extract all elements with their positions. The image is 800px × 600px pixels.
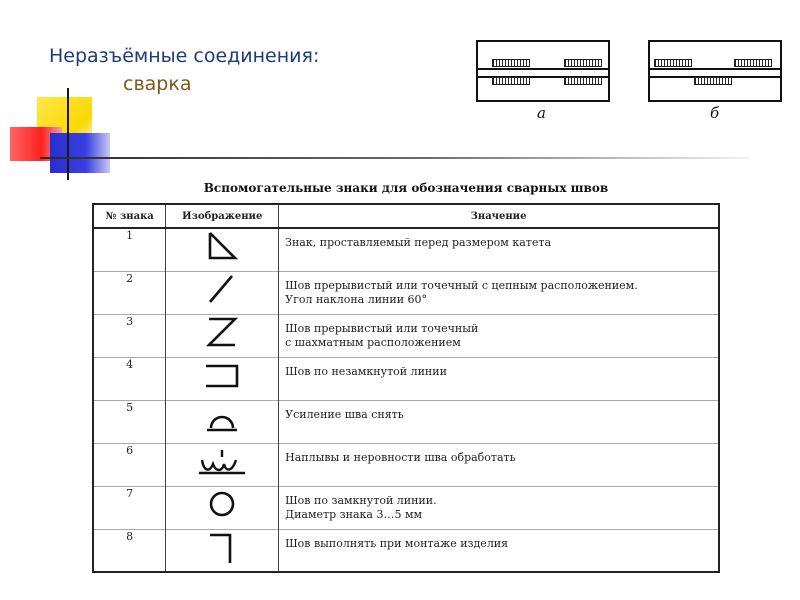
decor-blue-square bbox=[50, 133, 110, 173]
meaning-line: Шов выполнять при монтаже изделия bbox=[285, 536, 509, 550]
corner-icon bbox=[202, 530, 242, 566]
row-meaning bbox=[279, 228, 719, 271]
weld-bead bbox=[492, 59, 530, 67]
row-number: 6 bbox=[93, 443, 166, 486]
table-row bbox=[93, 228, 719, 271]
sag-treat-icon bbox=[196, 444, 248, 478]
row-symbol bbox=[166, 443, 279, 486]
weld-sketch-b bbox=[648, 40, 782, 102]
circle-icon bbox=[202, 487, 242, 521]
weld-bead bbox=[564, 59, 602, 67]
meaning-line: Шов по незамкнутой линии bbox=[285, 364, 447, 378]
row-symbol bbox=[166, 228, 279, 271]
row-number: 8 bbox=[93, 529, 166, 572]
sketch-label-b: б bbox=[710, 104, 720, 122]
meaning-line: Угол наклона линии 60° bbox=[285, 292, 428, 306]
plate-joint-line bbox=[476, 68, 610, 70]
row-symbol bbox=[166, 529, 279, 572]
row-number: 1 bbox=[93, 228, 166, 271]
meaning-line: Усиление шва снять bbox=[285, 407, 404, 421]
weld-bead bbox=[492, 77, 530, 85]
row-meaning bbox=[279, 486, 719, 529]
table-row bbox=[93, 400, 719, 443]
row-symbol bbox=[166, 357, 279, 400]
header-image: Изображение bbox=[166, 204, 279, 228]
table-row bbox=[93, 357, 719, 400]
row-meaning bbox=[279, 357, 719, 400]
meaning-line: с шахматным расположением bbox=[285, 335, 461, 349]
table-row bbox=[93, 271, 719, 314]
meaning-line: Знак, проставляемый перед размером катета bbox=[285, 236, 552, 249]
sketch-label-a: а bbox=[537, 104, 546, 122]
row-number: 3 bbox=[93, 314, 166, 357]
row-number: 2 bbox=[93, 271, 166, 314]
row-meaning bbox=[279, 271, 719, 314]
row-symbol bbox=[166, 271, 279, 314]
slash-icon bbox=[202, 272, 242, 306]
table-caption: Вспомогательные знаки для обозначения сварных швов bbox=[203, 181, 609, 195]
row-number: 5 bbox=[93, 400, 166, 443]
meaning-line: Шов по замкнутой линии. bbox=[285, 493, 437, 507]
table-row bbox=[93, 443, 719, 486]
table-row bbox=[93, 486, 719, 529]
row-number: 4 bbox=[93, 357, 166, 400]
triangle-icon bbox=[202, 229, 242, 263]
row-symbol bbox=[166, 314, 279, 357]
row-meaning bbox=[279, 314, 719, 357]
row-meaning bbox=[279, 529, 719, 572]
weld-bead bbox=[564, 77, 602, 85]
slide-subtitle: сварка bbox=[123, 73, 192, 95]
z-icon bbox=[202, 315, 242, 349]
weld-signs-table bbox=[92, 203, 720, 573]
row-symbol bbox=[166, 486, 279, 529]
meaning-line: Шов прерывистый или точечный с цепным расположением. bbox=[285, 278, 638, 292]
decor-vertical-line bbox=[67, 88, 69, 180]
table-header-row bbox=[93, 204, 719, 228]
header-number: № знака bbox=[93, 204, 166, 228]
meaning-line: Наплывы и неровности шва обработать bbox=[285, 450, 516, 464]
weld-sketch-a bbox=[476, 40, 610, 102]
decor-horizontal-rule bbox=[40, 157, 750, 159]
row-number: 7 bbox=[93, 486, 166, 529]
table-row bbox=[93, 314, 719, 357]
row-meaning bbox=[279, 400, 719, 443]
row-meaning bbox=[279, 443, 719, 486]
weld-bead bbox=[654, 59, 692, 67]
meaning-line: Шов прерывистый или точечный bbox=[285, 321, 479, 335]
reinforcement-remove-icon bbox=[202, 401, 242, 435]
open-bracket-icon bbox=[202, 358, 242, 392]
slide-title: Неразъёмные соединения: bbox=[49, 45, 320, 67]
header-meaning: Значение bbox=[279, 204, 719, 228]
row-symbol bbox=[166, 400, 279, 443]
meaning-line: Диаметр знака 3…5 мм bbox=[285, 507, 423, 521]
plate-joint-line bbox=[648, 68, 782, 70]
table-row bbox=[93, 529, 719, 572]
weld-bead bbox=[734, 59, 772, 67]
weld-bead bbox=[694, 77, 732, 85]
